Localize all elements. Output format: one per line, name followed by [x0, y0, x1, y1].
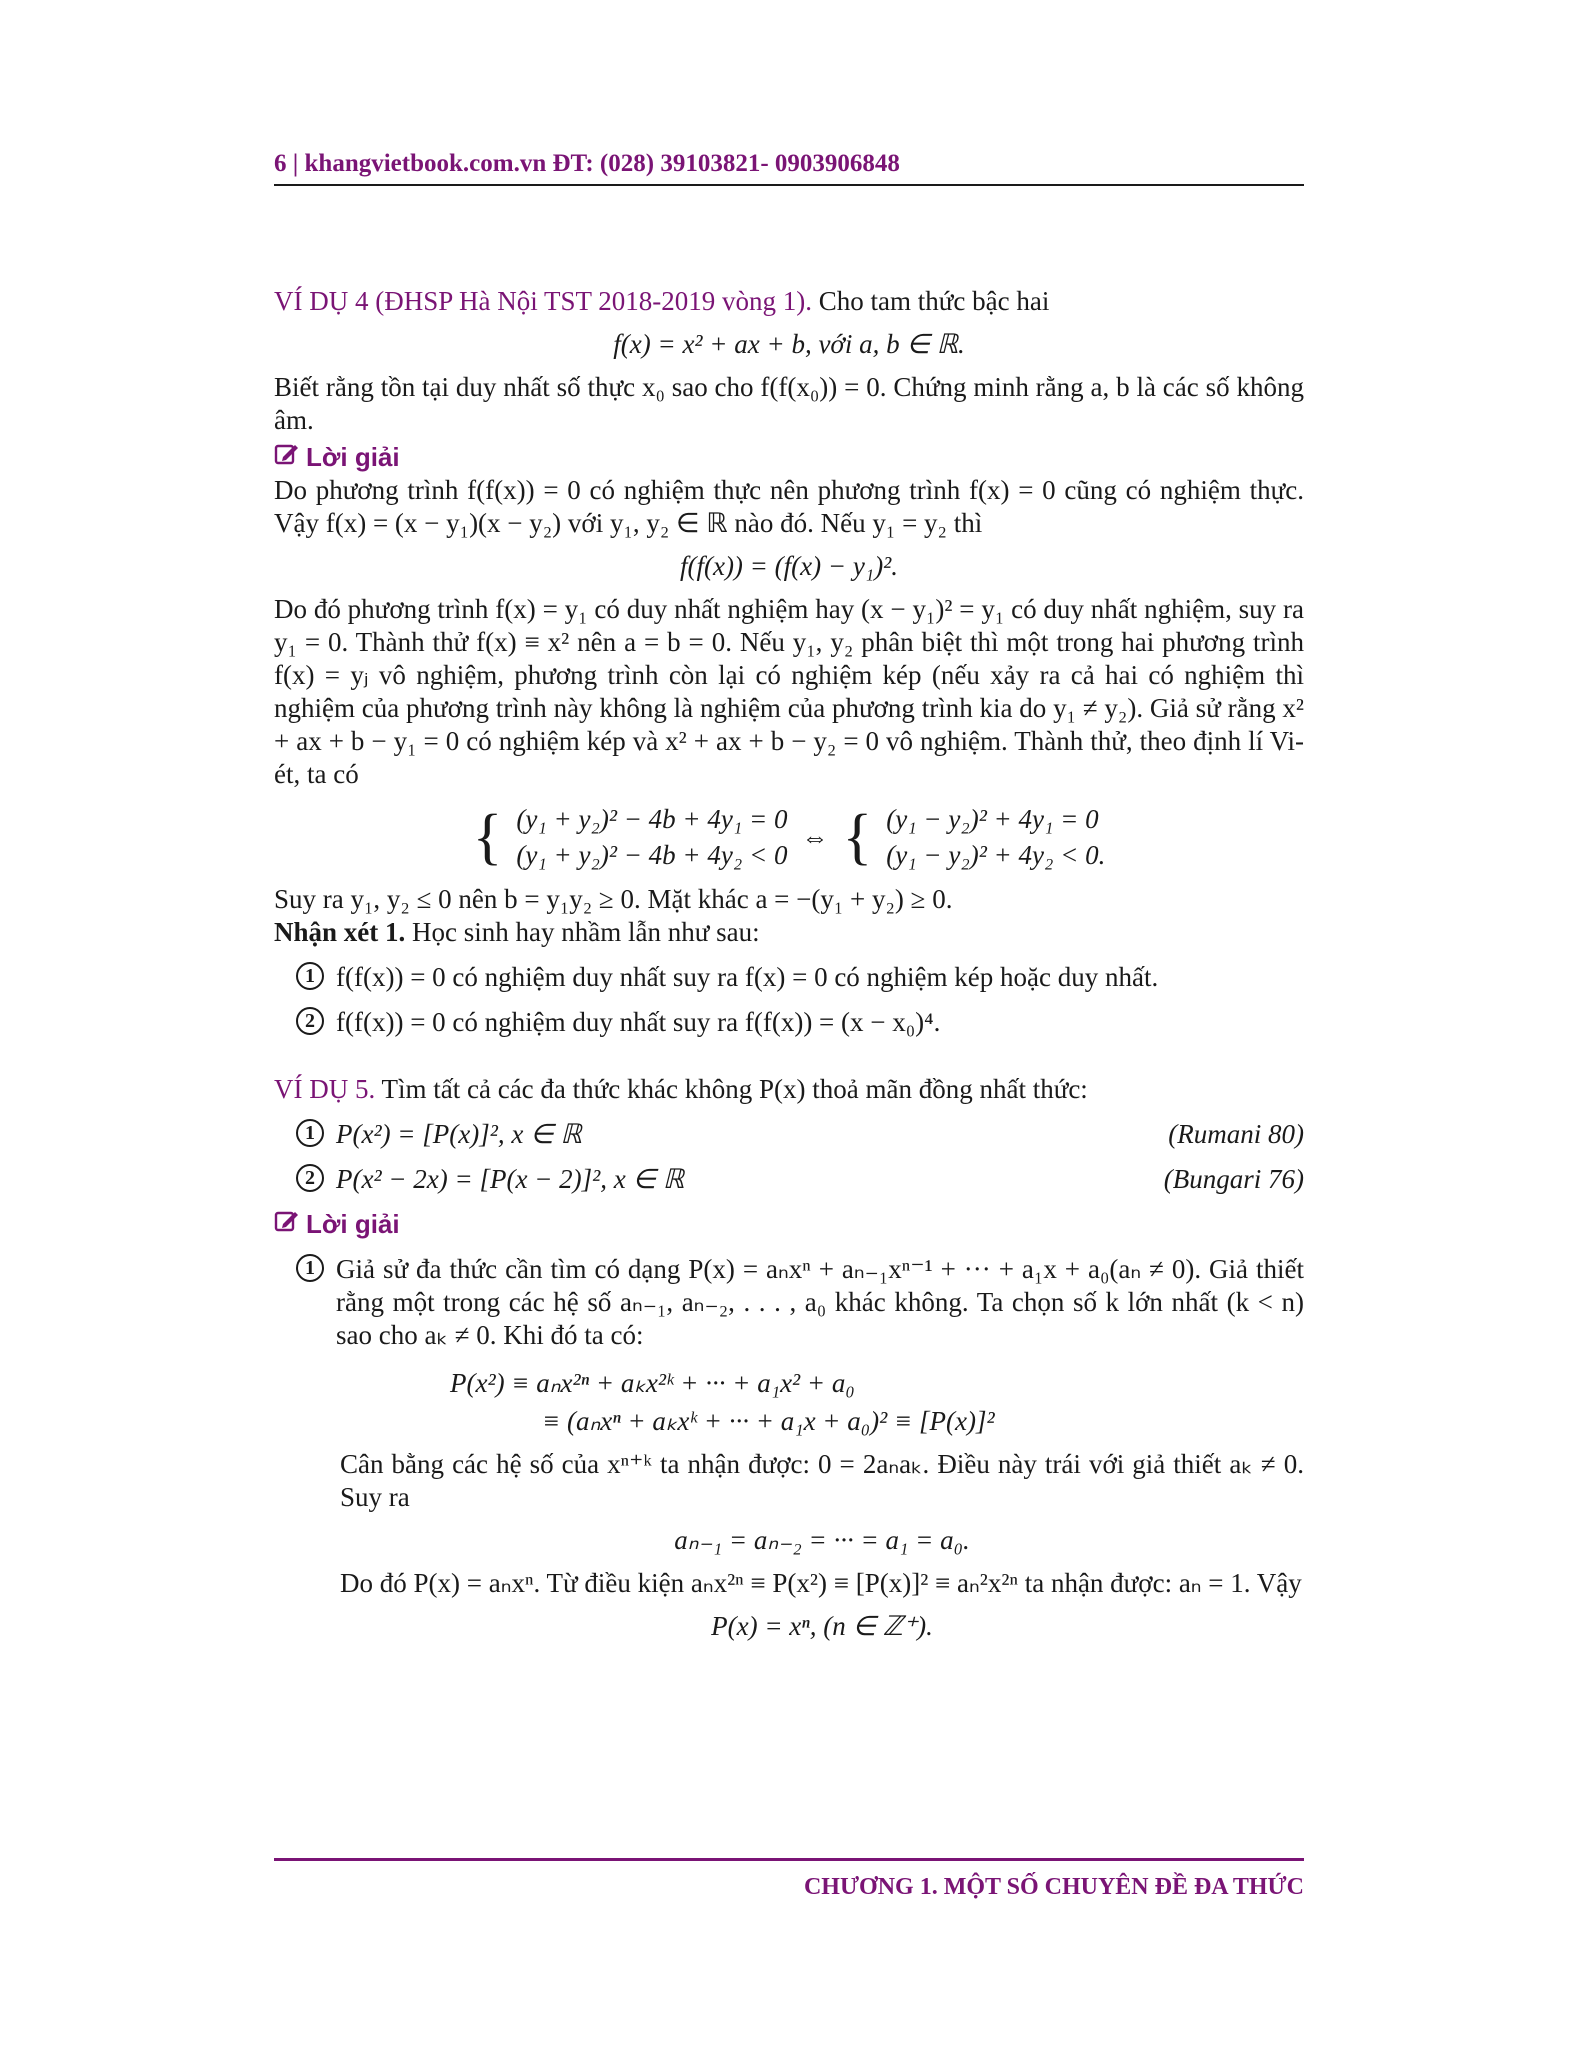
remark-item-1 [296, 961, 1304, 994]
solution-heading-4 [274, 441, 1304, 474]
circled-number-1: 1 [296, 962, 324, 990]
solution-4-conclusion: Suy ra y₁, y₂ ≤ 0 nên b = y₁y₂ ≥ 0. Mặt khác a = −(y₁ + y₂) ≥ 0. [274, 884, 953, 914]
remark-item-2 [296, 1006, 1304, 1039]
solution-5-paragraph-1: Giả sử đa thức cần tìm có dạng P(x) = aₙxⁿ + aₙ₋₁xⁿ⁻¹ + ··· + a₁x + a₀(aₙ ≠ 0). Giả thiết rằng một trong các hệ số aₙ₋₁, aₙ₋₂, . . . , a₀ khác không. Ta chọn số k lớn nhất (k < n) sao cho aₖ ≠ 0. Khi đó ta có: [336, 1254, 1304, 1350]
remark-item-2-text: f(f(x)) = 0 có nghiệm duy nhất suy ra f(f(x)) = (x − x₀)⁴. [336, 1007, 941, 1037]
example-4-lead: Cho tam thức bậc hai [818, 286, 1050, 316]
solution-4-paragraph-1: Do phương trình f(f(x)) = 0 có nghiệm thực nên phương trình f(x) = 0 cũng có nghiệm thực. Vậy f(x) = (x − y₁)(x − y₂) với y₁, y₂ ∈ ℝ nào đó. Nếu y₁ = y₂ thì [274, 475, 1304, 538]
equivalence-arrow: ⇔ [801, 821, 829, 852]
page-header: 6 | khangvietbook.com.vn ĐT: (028) 39103821- 0903906848 [274, 150, 1304, 186]
right-brace: { [842, 803, 873, 871]
solution-label: Lời giải [306, 1209, 400, 1239]
example-4-statement: Biết rằng tồn tại duy nhất số thực x₀ sao cho f(f(x₀)) = 0. Chứng minh rằng a, b là các số không âm. [274, 372, 1304, 435]
system-right [886, 801, 1105, 873]
remark-item-1-text: f(f(x)) = 0 có nghiệm duy nhất suy ra f(x) = 0 có nghiệm kép hoặc duy nhất. [336, 962, 1159, 992]
aligned-line-1: P(x²) ≡ aₙx²ⁿ + aₖx²ᵏ + ··· + a₁x² + a₀ [450, 1368, 855, 1398]
system-left-line-2: (y₁ + y₂)² − 4b + 4y₂ < 0 [516, 840, 788, 870]
circled-number-2: 2 [296, 1007, 324, 1035]
remark-text: Học sinh hay nhầm lẫn như sau: [412, 917, 760, 947]
page-footer: CHƯƠNG 1. MỘT SỐ CHUYÊN ĐỀ ĐA THỨC [803, 1874, 1304, 1900]
system-right-line-1: (y₁ − y₂)² + 4y₁ = 0 [886, 804, 1099, 834]
edit-icon [274, 441, 300, 474]
left-brace: { [472, 803, 503, 871]
problem-item-2-text: P(x² − 2x) = [P(x − 2)]², x ∈ ℝ [336, 1164, 685, 1194]
problem-item-2-row [336, 1163, 1304, 1196]
aligned-line-2: ≡ (aₙxⁿ + aₖxᵏ + ··· + a₁x + a₀)² ≡ [P(x)]² [542, 1406, 995, 1436]
problem-item-2-source: (Bungari 76) [1163, 1164, 1304, 1194]
solution-heading-5 [274, 1208, 1304, 1241]
problem-item-1-row [336, 1118, 1304, 1151]
aligned-equations [450, 1364, 1304, 1440]
equation-system [274, 801, 1304, 873]
circled-number-2: 2 [296, 1164, 324, 1192]
solution-item-1 [296, 1253, 1304, 1352]
solution-label: Lời giải [306, 442, 400, 472]
footer-rule [274, 1858, 1304, 1861]
remark-label: Nhận xét 1. [274, 917, 406, 947]
solution-5-continued [340, 1448, 1304, 1643]
problem-item-1-text: P(x²) = [P(x)]², x ∈ ℝ [336, 1119, 582, 1149]
circled-number-1: 1 [296, 1119, 324, 1147]
solution-item-1-text [336, 1253, 1304, 1352]
example-5-heading [274, 1073, 1304, 1106]
equation-1: f(x) = x² + ax + b, với a, b ∈ ℝ. [613, 329, 965, 359]
edit-icon [274, 1208, 300, 1241]
system-right-line-2: (y₁ − y₂)² + 4y₂ < 0. [886, 840, 1106, 870]
system-left [516, 801, 787, 873]
solution-5-paragraph-3: Do đó P(x) = aₙxⁿ. Từ điều kiện aₙx²ⁿ ≡ P(x²) ≡ [P(x)]² ≡ aₙ²x²ⁿ ta nhận được: aₙ = 1. Vậy [340, 1568, 1302, 1598]
solution-5-paragraph-2: Cân bằng các hệ số của xⁿ⁺ᵏ ta nhận được: 0 = 2aₙaₖ. Điều này trái với giả thiết aₖ ≠ 0. Suy ra [340, 1449, 1304, 1512]
remark-1 [274, 916, 1304, 949]
problem-item-1 [296, 1118, 1304, 1151]
circled-number-1: 1 [296, 1254, 324, 1282]
problem-item-1-source: (Rumani 80) [1168, 1119, 1304, 1149]
problem-item-2 [296, 1163, 1304, 1196]
example-5-lead: Tìm tất cả các đa thức khác không P(x) thoả mãn đồng nhất thức: [381, 1074, 1088, 1104]
solution-4-paragraph-2: Do đó phương trình f(x) = y₁ có duy nhất nghiệm hay (x − y₁)² = y₁ có duy nhất nghiệm, suy ra y₁ = 0. Thành thử f(x) ≡ x² nên a = b = 0. Nếu y₁, y₂ phân biệt thì một trong hai phương trình f(x) = yⱼ vô nghiệm, phương trình còn lại có nghiệm kép (nếu xảy ra cả hai có nghiệm thì nghiệm của phương trình này không là nghiệm của phương trình kia do y₁ ≠ y₂). Giả sử rằng x² + ax + b − y₁ = 0 có nghiệm kép và x² + ax + b − y₂ = 0 vô nghiệm. Thành thử, theo định lí Vi-ét, ta có [274, 594, 1304, 789]
page-content [274, 285, 1304, 1653]
equation-2: f(f(x)) = (f(x) − y₁)². [679, 551, 899, 581]
example-5-title: VÍ DỤ 5. [274, 1074, 376, 1104]
system-left-line-1: (y₁ + y₂)² − 4b + 4y₁ = 0 [516, 804, 788, 834]
equation-4: P(x) = xⁿ, (n ∈ ℤ⁺). [711, 1611, 933, 1641]
example-4-heading [274, 285, 1304, 318]
equation-3: aₙ₋₁ = aₙ₋₂ = ··· = a₁ = a₀. [674, 1525, 970, 1555]
example-4-title: VÍ DỤ 4 (ĐHSP Hà Nội TST 2018-2019 vòng 1). [274, 286, 812, 316]
